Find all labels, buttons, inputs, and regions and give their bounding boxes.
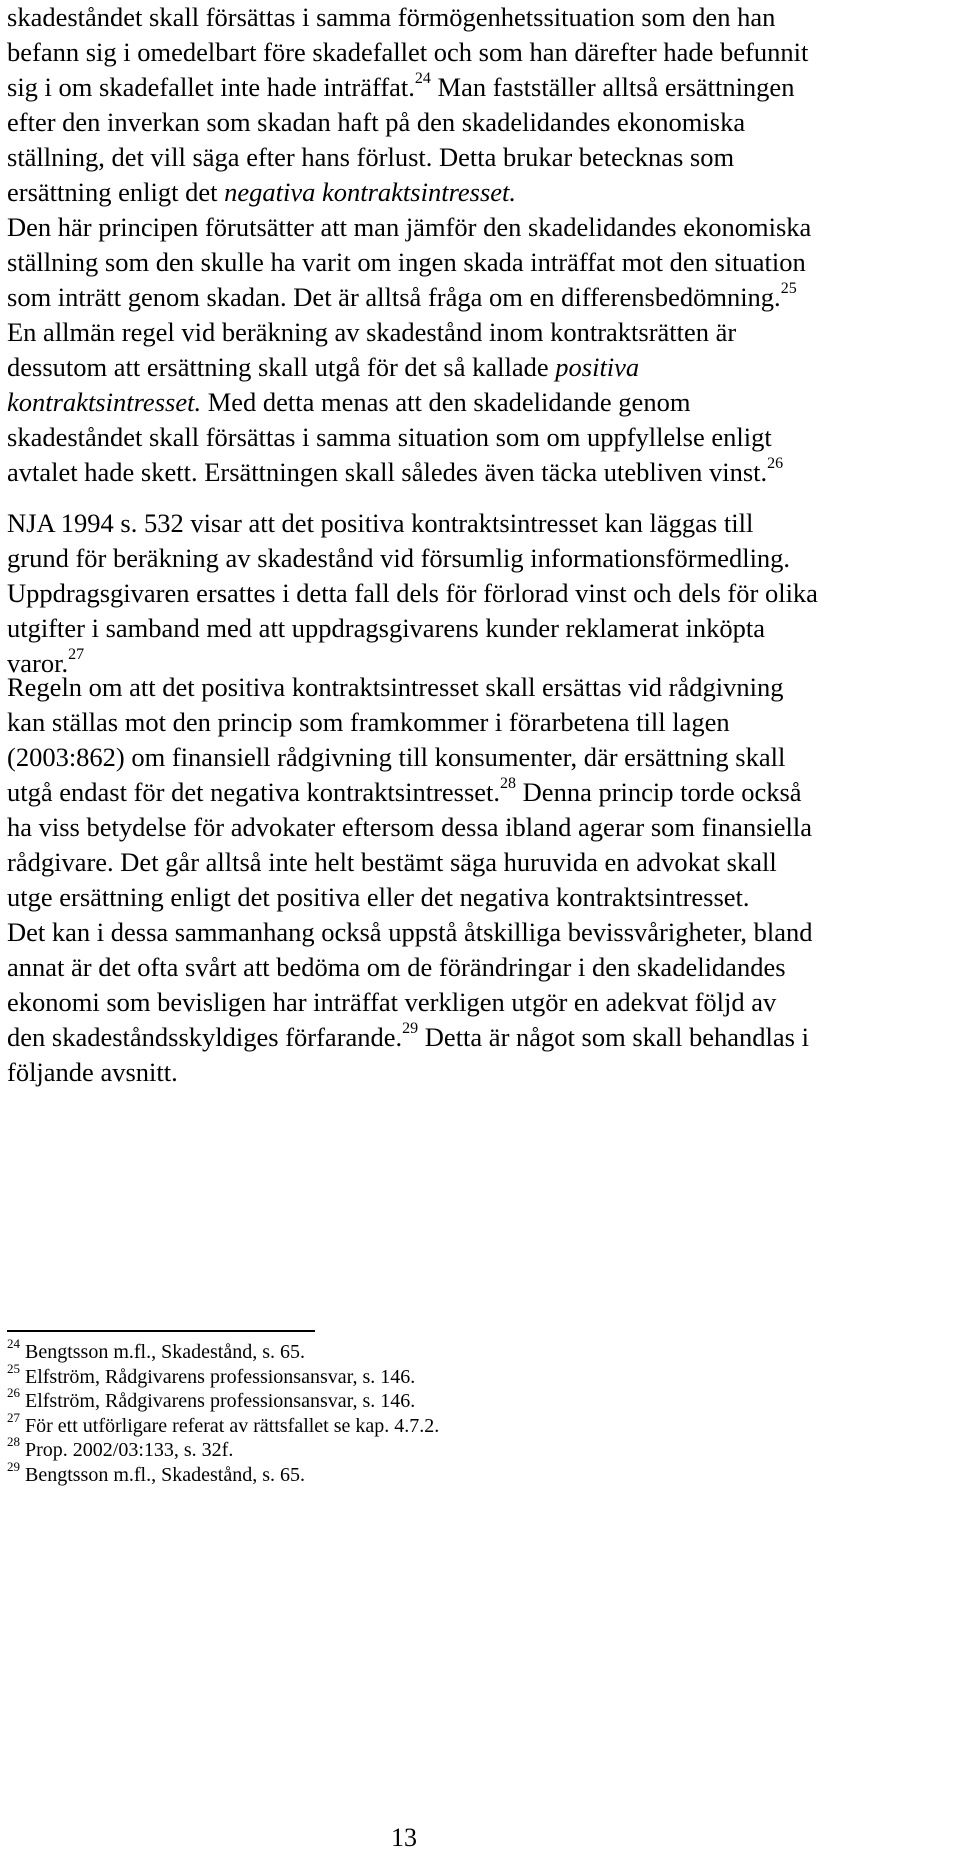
paragraph-6 [7,915,957,1090]
footnote-number: 27 [7,1409,20,1425]
text-line: kan ställas mot den princip som framkommer i förarbetena till lagen [7,707,730,737]
paragraph-1 [7,0,957,210]
text-run: dessutom att ersättning skall utgå för det så kallade [7,352,556,382]
text-line [7,350,957,385]
text-run: varor. [7,648,69,678]
text-line: NJA 1994 s. 532 visar att det positiva kontraktsintresset kan läggas till [7,508,754,538]
text-line [7,175,957,210]
footnote-ref-24[interactable]: 24 [414,70,431,87]
emphasis-text: kontraktsintresset. [7,387,202,417]
text-line: skadeståndet skall försättas i samma förmögenhetssituation som den han [7,2,776,32]
text-line [7,455,957,490]
footnote-text: Bengtsson m.fl., Skadestånd, s. 65. [25,1341,305,1363]
text-line [7,385,957,420]
footnote-text: Elfström, Rådgivarens professionsansvar, s. 146. [25,1390,416,1413]
footnote-item [7,1434,439,1463]
text-run: utgå endast för det negativa kontraktsintresset. [7,777,501,807]
text-line: ha viss betydelse för advokater eftersom dessa ibland agerar som finansiella [7,812,813,842]
footnote-ref-25[interactable]: 25 [780,280,797,297]
text-line: utgifter i samband med att uppdragsgivarens kunder reklamerat inköpta [7,613,765,643]
text-run: Man fastställer alltså ersättningen [430,72,795,102]
paragraph-2 [7,210,957,315]
text-line: ställning, det vill säga efter hans förlust. Detta brukar betecknas som [7,142,735,172]
footnote-item [7,1458,439,1488]
footnote-item [7,1385,439,1414]
footnote-divider [7,1330,315,1332]
footnote-number: 25 [7,1360,20,1376]
emphasis-text: negativa kontraktsintresset. [224,177,517,207]
text-run: Detta är något som skall behandlas i [418,1022,809,1052]
text-line [7,280,957,315]
text-run: den skadeståndsskyldiges förfarande. [7,1022,403,1052]
text-line: följande avsnitt. [7,1057,178,1087]
footnote-ref-29[interactable]: 29 [402,1020,419,1037]
footnote-text: Bengtsson m.fl., Skadestånd, s. 65. [25,1463,305,1486]
text-line: befann sig i omedelbart före skadefallet och som han därefter hade befunnit [7,37,809,67]
paragraph-3 [7,315,957,490]
footnote-item [7,1360,439,1390]
text-run: sig i om skadefallet inte hade inträffat. [7,72,415,102]
text-line [7,775,957,810]
text-line: (2003:862) om finansiell rådgivning till konsumenter, där ersättning skall [7,742,786,772]
text-run: Med detta menas att den skadelidande genom [201,387,691,417]
text-line: ekonomi som bevisligen har inträffat verkligen utgör en adekvat följd av [7,987,777,1017]
footnote-item [7,1409,440,1439]
paragraph-5 [7,670,957,915]
paragraph-4 [7,506,957,681]
page-number: 13 [391,1823,417,1852]
footnote-ref-28[interactable]: 28 [500,775,517,792]
text-line: Uppdragsgivaren ersattes i detta fall dels för förlorad vinst och dels för olika [7,578,818,608]
text-line: Den här principen förutsätter att man jämför den skadelidandes ekonomiska [7,212,812,242]
emphasis-text: positiva [555,352,640,382]
text-line [7,1020,957,1055]
text-run: ersättning enligt det [7,177,225,207]
text-line: utge ersättning enligt det positiva eller det negativa kontraktsintresset. [7,882,750,912]
footnote-text: Prop. 2002/03:133, s. 32f. [25,1439,234,1462]
text-line: En allmän regel vid beräkning av skadestånd inom kontraktsrätten är [7,317,737,347]
text-line: efter den inverkan som skadan haft på den skadelidandes ekonomiska [7,107,746,137]
text-run: avtalet hade skett. Ersättningen skall således även täcka utebliven vinst. [7,457,768,487]
text-line: grund för beräkning av skadestånd vid försumlig informationsförmedling. [7,543,791,573]
footnote-ref-26[interactable]: 26 [767,455,784,472]
footnote-number: 29 [7,1458,20,1474]
text-line: Regeln om att det positiva kontraktsintresset skall ersättas vid rådgivning [7,672,784,702]
text-line: Det kan i dessa sammanhang också uppstå åtskilliga bevissvårigheter, bland [7,917,813,947]
footnote-number: 28 [7,1434,20,1450]
text-run: Denna princip torde också [516,777,802,807]
footnote-text: För ett utförligare referat av rättsfallet se kap. 4.7.2. [25,1414,440,1437]
text-run: som inträtt genom skadan. Det är alltså fråga om en differensbedömning. [7,282,781,312]
footnote-item [7,1336,439,1365]
text-line: ställning som den skulle ha varit om ingen skada inträffat mot den situation [7,247,806,277]
text-line: annat är det ofta svårt att bedöma om de förändringar i den skadelidandes [7,952,786,982]
text-line: rådgivare. Det går alltså inte helt bestämt säga huruvida en advokat skall [7,847,777,877]
text-line [7,70,957,105]
footnote-text: Elfström, Rådgivarens professionsansvar, s. 146. [25,1365,416,1388]
footnote-ref-27[interactable]: 27 [68,646,85,663]
footnotes-list [7,1336,440,1488]
text-line: skadeståndet skall försättas i samma situation som om uppfyllelse enligt [7,422,772,452]
footnote-number: 26 [7,1385,20,1401]
footnote-number: 24 [7,1336,20,1351]
